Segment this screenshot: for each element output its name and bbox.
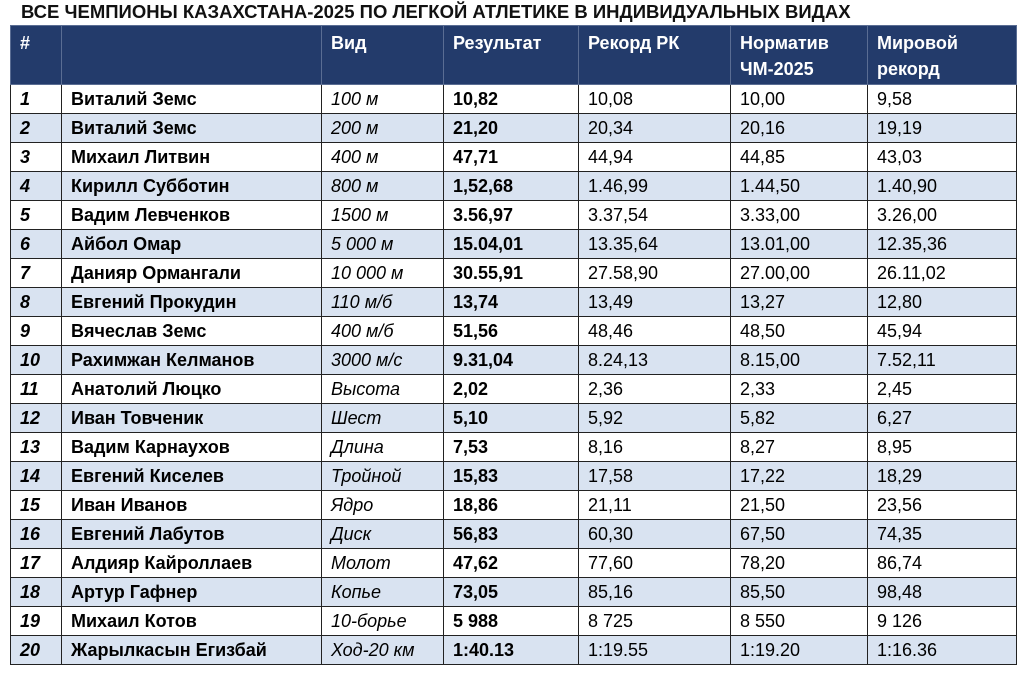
cell-num: 18 — [11, 578, 62, 607]
cell-result: 47,62 — [444, 549, 579, 578]
cell-athlete: Иван Товченик — [62, 404, 322, 433]
cell-world-record: 6,27 — [868, 404, 1017, 433]
cell-num: 7 — [11, 259, 62, 288]
cell-world-record: 23,56 — [868, 491, 1017, 520]
cell-athlete: Анатолий Люцко — [62, 375, 322, 404]
cell-record-kz: 27.58,90 — [579, 259, 731, 288]
cell-event: 400 м/б — [322, 317, 444, 346]
cell-standard-wc: 2,33 — [731, 375, 868, 404]
cell-world-record: 19,19 — [868, 114, 1017, 143]
table-row — [11, 172, 1017, 201]
cell-event: Молот — [322, 549, 444, 578]
table-row — [11, 462, 1017, 491]
table-row — [11, 346, 1017, 375]
cell-record-kz: 77,60 — [579, 549, 731, 578]
table-row — [11, 578, 1017, 607]
cell-standard-wc: 48,50 — [731, 317, 868, 346]
cell-result: 30.55,91 — [444, 259, 579, 288]
column-header-world-record: Мировой рекорд — [868, 26, 1017, 85]
cell-num: 13 — [11, 433, 62, 462]
cell-event: 3000 м/с — [322, 346, 444, 375]
cell-num: 8 — [11, 288, 62, 317]
table-row — [11, 607, 1017, 636]
cell-event: Высота — [322, 375, 444, 404]
table-row — [11, 433, 1017, 462]
cell-event: 100 м — [322, 85, 444, 114]
cell-event: 10-борье — [322, 607, 444, 636]
cell-standard-wc: 1.44,50 — [731, 172, 868, 201]
cell-result: 1,52,68 — [444, 172, 579, 201]
cell-record-kz: 1.46,99 — [579, 172, 731, 201]
cell-athlete: Виталий Земс — [62, 114, 322, 143]
table-row — [11, 114, 1017, 143]
cell-event: Ядро — [322, 491, 444, 520]
cell-num: 4 — [11, 172, 62, 201]
table-body — [11, 85, 1017, 665]
table-row — [11, 143, 1017, 172]
cell-num: 12 — [11, 404, 62, 433]
cell-num: 2 — [11, 114, 62, 143]
cell-record-kz: 10,08 — [579, 85, 731, 114]
cell-standard-wc: 3.33,00 — [731, 201, 868, 230]
cell-record-kz: 13.35,64 — [579, 230, 731, 259]
table-row — [11, 549, 1017, 578]
cell-event: 1500 м — [322, 201, 444, 230]
cell-event: 400 м — [322, 143, 444, 172]
cell-standard-wc: 85,50 — [731, 578, 868, 607]
cell-athlete: Михаил Литвин — [62, 143, 322, 172]
table-row — [11, 520, 1017, 549]
cell-num: 16 — [11, 520, 62, 549]
cell-event: Шест — [322, 404, 444, 433]
cell-record-kz: 17,58 — [579, 462, 731, 491]
cell-standard-wc: 67,50 — [731, 520, 868, 549]
cell-standard-wc: 78,20 — [731, 549, 868, 578]
cell-result: 56,83 — [444, 520, 579, 549]
cell-athlete: Вячеслав Земс — [62, 317, 322, 346]
cell-athlete: Айбол Омар — [62, 230, 322, 259]
cell-athlete: Рахимжан Келманов — [62, 346, 322, 375]
cell-world-record: 26.11,02 — [868, 259, 1017, 288]
table-row — [11, 317, 1017, 346]
cell-world-record: 8,95 — [868, 433, 1017, 462]
cell-event: 110 м/б — [322, 288, 444, 317]
cell-athlete: Евгений Прокудин — [62, 288, 322, 317]
cell-world-record: 12.35,36 — [868, 230, 1017, 259]
cell-world-record: 12,80 — [868, 288, 1017, 317]
cell-record-kz: 5,92 — [579, 404, 731, 433]
cell-standard-wc: 8,27 — [731, 433, 868, 462]
cell-world-record: 1:16.36 — [868, 636, 1017, 665]
table-row — [11, 636, 1017, 665]
cell-athlete: Жарылкасын Егизбай — [62, 636, 322, 665]
cell-athlete: Вадим Левченков — [62, 201, 322, 230]
cell-standard-wc: 5,82 — [731, 404, 868, 433]
cell-standard-wc: 17,22 — [731, 462, 868, 491]
cell-record-kz: 3.37,54 — [579, 201, 731, 230]
cell-result: 18,86 — [444, 491, 579, 520]
cell-result: 2,02 — [444, 375, 579, 404]
table-row — [11, 404, 1017, 433]
cell-result: 9.31,04 — [444, 346, 579, 375]
table-row — [11, 201, 1017, 230]
cell-record-kz: 60,30 — [579, 520, 731, 549]
cell-event: Тройной — [322, 462, 444, 491]
cell-num: 19 — [11, 607, 62, 636]
cell-standard-wc: 1:19.20 — [731, 636, 868, 665]
table-row — [11, 375, 1017, 404]
cell-num: 9 — [11, 317, 62, 346]
table-row — [11, 85, 1017, 114]
cell-num: 1 — [11, 85, 62, 114]
cell-num: 10 — [11, 346, 62, 375]
cell-record-kz: 21,11 — [579, 491, 731, 520]
cell-world-record: 86,74 — [868, 549, 1017, 578]
cell-result: 5,10 — [444, 404, 579, 433]
cell-num: 20 — [11, 636, 62, 665]
column-header-standard-wc: Норматив ЧМ-2025 — [731, 26, 868, 85]
cell-world-record: 43,03 — [868, 143, 1017, 172]
cell-result: 3.56,97 — [444, 201, 579, 230]
table-row — [11, 259, 1017, 288]
cell-result: 10,82 — [444, 85, 579, 114]
cell-standard-wc: 13.01,00 — [731, 230, 868, 259]
cell-record-kz: 85,16 — [579, 578, 731, 607]
cell-world-record: 2,45 — [868, 375, 1017, 404]
table-row — [11, 230, 1017, 259]
column-header-num: # — [11, 26, 62, 85]
cell-result: 5 988 — [444, 607, 579, 636]
cell-world-record: 9 126 — [868, 607, 1017, 636]
cell-result: 21,20 — [444, 114, 579, 143]
cell-athlete: Михаил Котов — [62, 607, 322, 636]
cell-record-kz: 20,34 — [579, 114, 731, 143]
cell-world-record: 45,94 — [868, 317, 1017, 346]
cell-num: 3 — [11, 143, 62, 172]
cell-event: Копье — [322, 578, 444, 607]
cell-record-kz: 44,94 — [579, 143, 731, 172]
cell-result: 13,74 — [444, 288, 579, 317]
cell-standard-wc: 27.00,00 — [731, 259, 868, 288]
cell-world-record: 3.26,00 — [868, 201, 1017, 230]
cell-record-kz: 8,16 — [579, 433, 731, 462]
cell-record-kz: 48,46 — [579, 317, 731, 346]
column-header-result: Результат — [444, 26, 579, 85]
cell-result: 47,71 — [444, 143, 579, 172]
cell-record-kz: 8.24,13 — [579, 346, 731, 375]
cell-event: Ход-20 км — [322, 636, 444, 665]
cell-standard-wc: 8.15,00 — [731, 346, 868, 375]
cell-world-record: 74,35 — [868, 520, 1017, 549]
cell-standard-wc: 44,85 — [731, 143, 868, 172]
cell-athlete: Алдияр Кайроллаев — [62, 549, 322, 578]
cell-athlete: Вадим Карнаухов — [62, 433, 322, 462]
cell-standard-wc: 13,27 — [731, 288, 868, 317]
cell-record-kz: 8 725 — [579, 607, 731, 636]
cell-standard-wc: 10,00 — [731, 85, 868, 114]
cell-athlete: Артур Гафнер — [62, 578, 322, 607]
table-row — [11, 288, 1017, 317]
cell-athlete: Кирилл Субботин — [62, 172, 322, 201]
cell-world-record: 9,58 — [868, 85, 1017, 114]
cell-num: 17 — [11, 549, 62, 578]
cell-athlete: Данияр Ормангали — [62, 259, 322, 288]
cell-standard-wc: 21,50 — [731, 491, 868, 520]
cell-standard-wc: 8 550 — [731, 607, 868, 636]
header-row — [11, 26, 1017, 85]
page-title: ВСЕ ЧЕМПИОНЫ КАЗАХСТАНА-2025 ПО ЛЕГКОЙ АТЛЕТИКЕ В ИНДИВИДУАЛЬНЫХ ВИДАХ — [21, 1, 851, 22]
cell-result: 51,56 — [444, 317, 579, 346]
cell-result: 15.04,01 — [444, 230, 579, 259]
table-header — [11, 26, 1017, 85]
cell-record-kz: 1:19.55 — [579, 636, 731, 665]
cell-world-record: 98,48 — [868, 578, 1017, 607]
cell-event: 800 м — [322, 172, 444, 201]
cell-record-kz: 2,36 — [579, 375, 731, 404]
cell-num: 14 — [11, 462, 62, 491]
cell-num: 11 — [11, 375, 62, 404]
results-table — [10, 25, 1017, 665]
cell-record-kz: 13,49 — [579, 288, 731, 317]
column-header-event: Вид — [322, 26, 444, 85]
cell-athlete: Евгений Киселев — [62, 462, 322, 491]
column-header-record-kz: Рекорд РК — [579, 26, 731, 85]
cell-athlete: Виталий Земс — [62, 85, 322, 114]
cell-standard-wc: 20,16 — [731, 114, 868, 143]
cell-athlete: Иван Иванов — [62, 491, 322, 520]
cell-event: Диск — [322, 520, 444, 549]
cell-result: 15,83 — [444, 462, 579, 491]
cell-event: 10 000 м — [322, 259, 444, 288]
cell-event: 200 м — [322, 114, 444, 143]
cell-event: Длина — [322, 433, 444, 462]
column-header-name — [62, 26, 322, 85]
cell-result: 73,05 — [444, 578, 579, 607]
cell-world-record: 7.52,11 — [868, 346, 1017, 375]
cell-world-record: 1.40,90 — [868, 172, 1017, 201]
cell-athlete: Евгений Лабутов — [62, 520, 322, 549]
cell-num: 5 — [11, 201, 62, 230]
cell-num: 6 — [11, 230, 62, 259]
cell-world-record: 18,29 — [868, 462, 1017, 491]
cell-result: 1:40.13 — [444, 636, 579, 665]
cell-num: 15 — [11, 491, 62, 520]
cell-result: 7,53 — [444, 433, 579, 462]
cell-event: 5 000 м — [322, 230, 444, 259]
table-row — [11, 491, 1017, 520]
